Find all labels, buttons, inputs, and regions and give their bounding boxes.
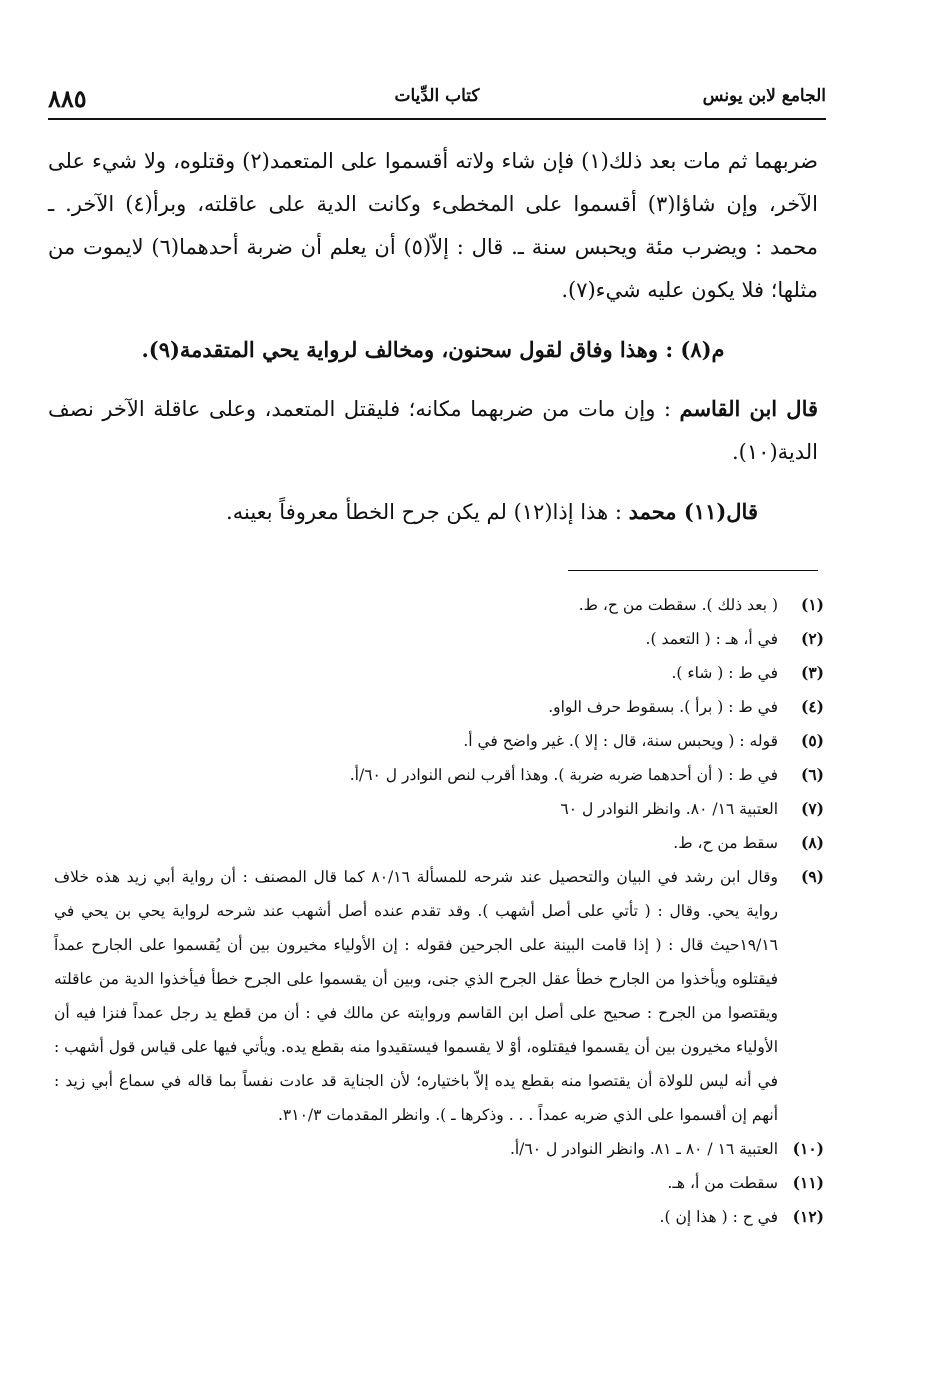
footnote <box>54 860 824 1132</box>
footnote <box>54 690 824 724</box>
footnote-number: (٣) <box>800 663 824 682</box>
footnote <box>54 826 824 860</box>
footnote-text: وقال ابن رشد في البيان والتحصيل عند شرحه للمسألة ٨٠/١٦ كما قال المصنف : أن رواية أبي زيد هذه خلاف رواية يحي. وقال : ( تأتي على أصل أشهب ). وقد تقدم عنده أصل أشهب عند شرحه لرواية يحي بن يحي في ١٩/١٦حيث قال : ( إذا قامت البينة على الجرحين فقوله : إن الأولياء مخيرون بين أن يُقسموا على الجارح عمداً فيقتلوه ويأخذوا من الجارح خطأ عقل الجرح الذي جنى، وبين أن يقسموا على الجرح خطأ فيأخذوا الدية من عاقلته ويقتصوا من الجرح : صحيح على أصل ابن القاسم وروايته عن مالك في : أن من قطع يد رجل عمداً فنزا فيه أن الأولياء مخيرون بين أن يقسموا فيقتلوه، أوْ لا يقسموا فيستقيدوا منه بقطع يده. ويأتي فيها على قياس قول أشهب : في أنه ليس للولاة أن يقتصوا منه بقطع يده إلاّ باختياره؛ لأن الجناية قد عادت نفساً بما قاله في سماع أبي زيد : أنهم إن أقسموا على الذي ضربه عمداً . . . وذكرها ـ ). وانظر المقدمات ٣١٠/٣. <box>54 868 779 1124</box>
paragraph-3 <box>48 387 818 474</box>
footnote-text: ( بعد ذلك ). سقطت من ح، ط. <box>578 596 778 614</box>
footnote <box>54 588 824 622</box>
footnote-number: (٢) <box>800 629 824 648</box>
paragraph-4-rest: : هذا إذا(١٢) لم يكن جرح الخطأ معروفاً بعينه. <box>226 500 629 524</box>
paragraph-3-rest: : وإن مات من ضربهما مكانه؛ فليقتل المتعمد، وعلى عاقلة الآخر نصف الدية(١٠). <box>48 397 818 464</box>
paragraph-1: ضربهما ثم مات بعد ذلك(١) فإن شاء ولاته أقسموا على المتعمد(٢) وقتلوه، ولا شيء على الآخر، وإن شاؤا(٣) أقسموا على المخطىء وكانت الدية على عاقلته، وبرأ(٤) الآخر. ـ محمد : ويضرب مئة ويحبس سنة ـ. قال : إلاّ(٥) أن يعلم أن ضربة أحدهما(٦) لايموت من مثلها؛ فلا يكون عليه شيء(٧). <box>48 149 818 302</box>
page-header <box>48 84 826 120</box>
footnote-text: في ح : ( هذا إن ). <box>659 1208 778 1226</box>
footnote-text: سقط من ح، ط. <box>673 834 778 852</box>
footnote-text: قوله : ( ويحبس سنة، قال : إلا ). غير واضح في أ. <box>463 732 778 750</box>
paragraph-3-lead: قال ابن القاسم <box>679 396 819 421</box>
footnote-number: (١٠) <box>792 1139 824 1158</box>
paragraph-4-lead: قال(١١) محمد <box>628 499 758 524</box>
footnote-number: (٤) <box>800 697 824 716</box>
footnote <box>54 792 824 826</box>
footnote <box>54 1200 824 1234</box>
footnote-text: العتبية ١٦ / ٨٠ ـ ٨١. وانظر النوادر ل ٦٠/أ. <box>509 1140 778 1158</box>
footnote-number: (٦) <box>800 765 824 784</box>
paragraph-4 <box>48 490 818 534</box>
footnote-number: (١) <box>800 595 824 614</box>
footnote <box>54 724 824 758</box>
footnote-text: سقطت من أ، هـ. <box>667 1174 778 1192</box>
footnote <box>54 622 824 656</box>
page-number: ٨٨٥ <box>48 84 87 113</box>
running-title-book: الجامع لابن يونس <box>702 86 826 106</box>
footnote-number: (٨) <box>800 833 824 852</box>
footnote-text: العتبية ١٦/ ٨٠. وانظر النوادر ل ٦٠ <box>560 800 778 818</box>
footnote-number: (٥) <box>800 731 824 750</box>
footnotes <box>54 588 824 1234</box>
footnote-number: (٩) <box>800 867 824 886</box>
footnote <box>54 656 824 690</box>
footnote-number: (١١) <box>792 1173 824 1192</box>
footnote-separator <box>568 570 818 571</box>
footnote-number: (٧) <box>800 799 824 818</box>
footnote <box>54 1166 824 1200</box>
footnote-text: في ط : ( برأ ). بسقوط حرف الواو. <box>548 698 778 716</box>
running-title-chapter: كتاب الدِّيات <box>394 86 480 106</box>
paragraph-2: م(٨) : وهذا وفاق لقول سحنون، ومخالف لرواية يحي المتقدمة(٩). <box>141 337 725 362</box>
footnote-number: (١٢) <box>792 1207 824 1226</box>
footnote-text: في أ، هـ : ( التعمد ). <box>645 630 778 648</box>
main-text <box>48 140 818 534</box>
footnote-text: في ط : ( أن أحدهما ضربه ضربة ). وهذا أقرب لنص النوادر ل ٦٠/أ. <box>349 766 778 784</box>
footnote <box>54 1132 824 1166</box>
footnote-text: في ط : ( شاء ). <box>671 664 778 682</box>
footnote <box>54 758 824 792</box>
